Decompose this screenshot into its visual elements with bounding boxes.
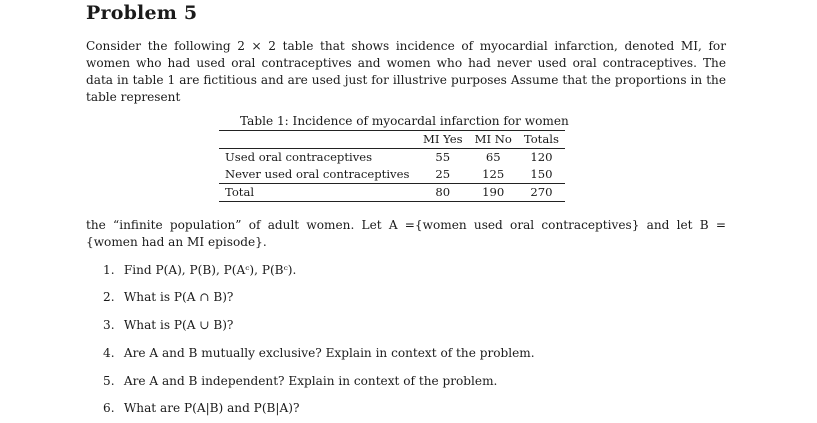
table-cell: 125 — [482, 167, 505, 181]
question-text: Are A and B independent? Explain in context of the problem. — [123, 374, 498, 388]
question-item — [103, 263, 296, 277]
table-header-row — [219, 131, 565, 149]
table-row — [219, 166, 565, 184]
header-cell: MI No — [469, 131, 518, 149]
question-number: 4. — [103, 346, 115, 360]
table-cell: 65 — [485, 150, 501, 164]
question-item — [103, 346, 535, 360]
problem-title: Problem 5 — [86, 2, 198, 24]
table-cell: 120 — [530, 150, 553, 164]
header-cell: Totals — [518, 131, 565, 149]
question-item — [103, 374, 497, 388]
continuation-paragraph: the “infinite population” of adult women. Let A ={women used oral contraceptives} and let B ={women had an MI episode}. — [86, 218, 726, 249]
header-cell — [219, 131, 417, 149]
question-number: 5. — [103, 374, 115, 388]
question-item — [103, 290, 233, 304]
row-label: Used oral contraceptives — [225, 150, 373, 164]
table-cell: 80 — [417, 184, 469, 202]
table-cell: 270 — [518, 184, 565, 202]
question-number: 6. — [103, 401, 115, 415]
question-text: What is P(A ∪ B)? — [123, 318, 234, 332]
question-item — [103, 401, 299, 415]
row-label: Total — [219, 184, 417, 202]
table-row — [219, 184, 565, 202]
question-text: What is P(A ∩ B)? — [123, 290, 234, 304]
question-item — [103, 318, 233, 332]
question-text: What are P(A|B) and P(B|A)? — [123, 401, 300, 415]
question-text: Find P(A), P(B), P(Aᶜ), P(Bᶜ). — [123, 263, 297, 277]
table-caption: Table 1: Incidence of myocardal infarction for women — [240, 114, 569, 128]
question-number: 1. — [103, 263, 115, 277]
incidence-table — [219, 130, 565, 202]
table-cell: 25 — [435, 167, 451, 181]
question-text: Are A and B mutually exclusive? Explain in context of the problem. — [123, 346, 535, 360]
table-cell: 55 — [435, 150, 451, 164]
question-number: 3. — [103, 318, 115, 332]
row-label: Never used oral contraceptives — [225, 167, 410, 181]
table-cell: 150 — [530, 167, 553, 181]
intro-paragraph: Consider the following 2 × 2 table that shows incidence of myocardial infarction, denoted MI, for women who had used oral contraceptives and women who had never used oral contraceptives. The data in table 1 are fictitious and are used just for illustrive purposes Assume that the proportions in the table represent — [86, 39, 726, 104]
question-number: 2. — [103, 290, 115, 304]
table-row — [219, 149, 565, 167]
table-cell: 190 — [469, 184, 518, 202]
header-cell: MI Yes — [417, 131, 469, 149]
